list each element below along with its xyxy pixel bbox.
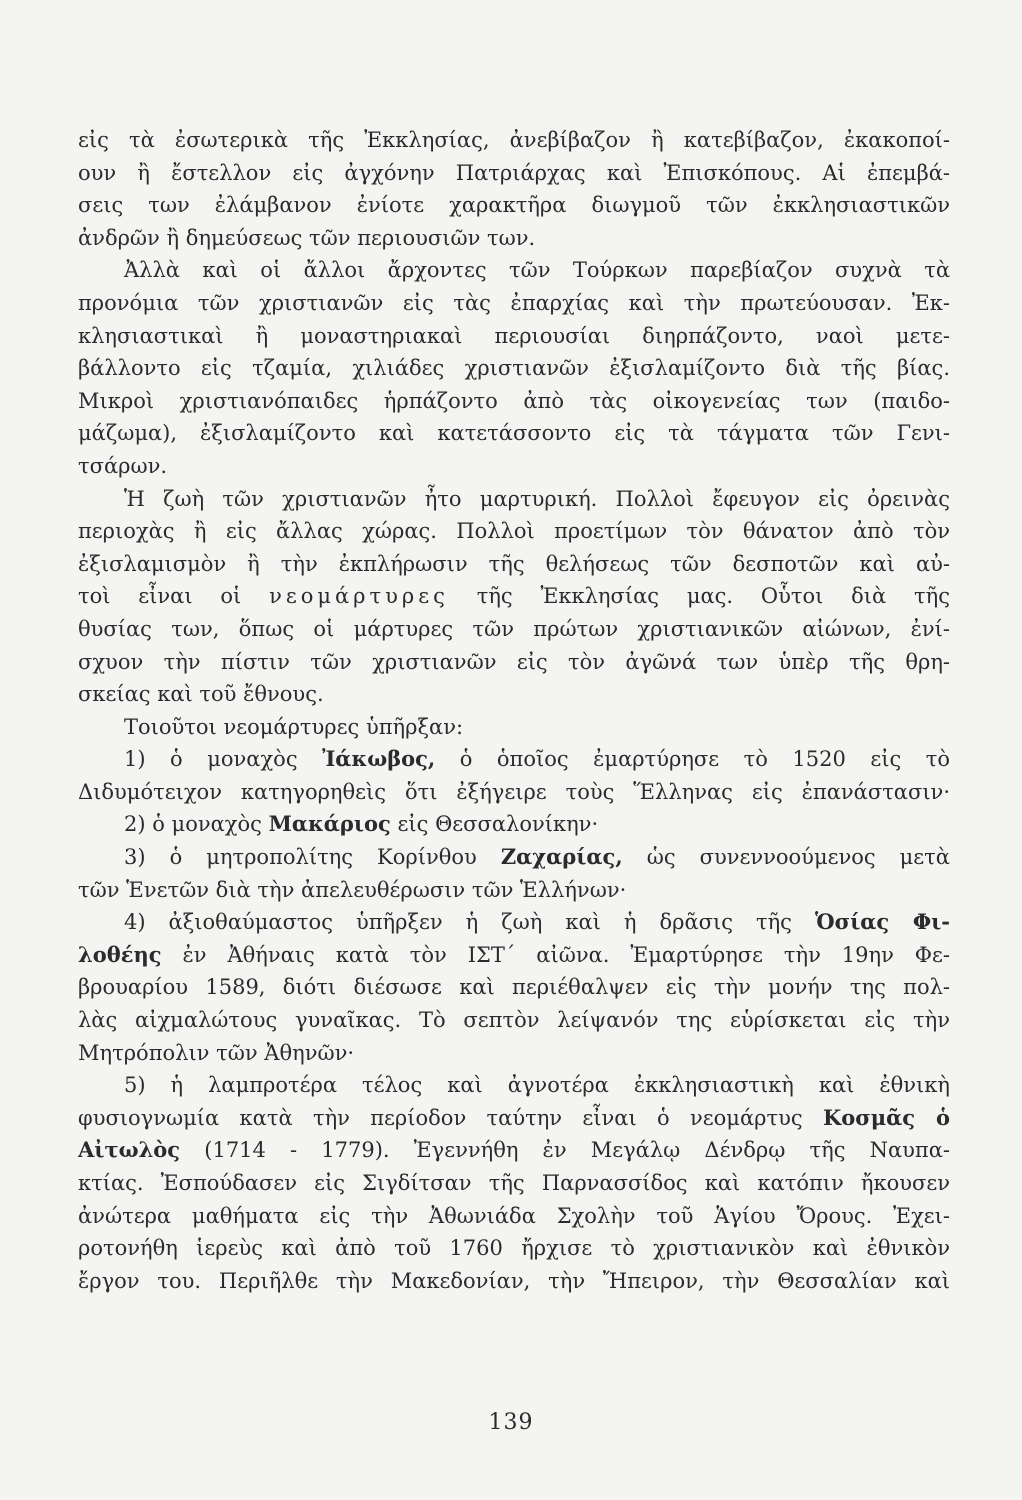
list-item-5-line-1: 5) ἡ λαμπροτέρα τέλος καὶ ἀγνοτέρα ἐκκλησιαστικὴ καὶ ἐθνικὴ: [124, 1073, 950, 1098]
line-23-end: ὡς συνεννοούμενος μετὰ: [646, 845, 950, 870]
list-item-5-line-3: [78, 1134, 950, 1167]
line-20-start: 1) ὁ μοναχὸς: [124, 747, 298, 772]
text-line-5: Ἀλλὰ καὶ οἱ ἄλλοι ἄρχοντες τῶν Τούρκων παρεβίαζον συχνὰ τὰ: [124, 258, 950, 283]
text-line-6: προνόμια τῶν χριστιανῶν εἰς τὰς ἐπαρχίας καὶ τὴν πρωτεύουσαν. Ἐκ-: [78, 290, 950, 315]
text-line-10: μάζωμα), ἐξισλαμίζοντο καὶ κατετάσσοντο εἰς τὰ τάγματα τῶν Γενι-: [78, 421, 950, 446]
list-item-4-line-3: βρουαρίου 1589, διότι διέσωσε καὶ περιέθαλψεν εἰς τὴν μονήν της πολ-: [78, 975, 950, 1000]
list-item-2: [78, 808, 950, 841]
text-line-3: σεις των ἐλάμβανον ἐνίοτε χαρακτῆρα διωγμοῦ τῶν ἐκκλησιαστικῶν: [78, 193, 950, 218]
text-line-8: βάλλοντο εἰς τζαμία, χιλιάδες χριστιανῶν ἐξισλαμίζοντο διὰ τῆς βίας.: [78, 356, 950, 381]
name-osia-filothei-part2: λοθέης: [78, 941, 162, 967]
list-item-3-line-2: τῶν Ἑνετῶν διὰ τὴν ἀπελευθέρωσιν τῶν Ἑλλήνων·: [78, 877, 627, 902]
name-makarios: Μακάριος: [268, 811, 391, 837]
text-line-1: εἰς τὰ ἐσωτερικὰ τῆς Ἐκκλησίας, ἀνεβίβαζον ἢ κατεβίβαζον, ἐκακοποί-: [78, 128, 950, 152]
text-line-4: ἀνδρῶν ἢ δημεύσεως τῶν περιουσιῶν των.: [78, 225, 536, 250]
line-32-end: (1714 - 1779). Ἐγεννήθη ἐν Μεγάλῳ Δένδρῳ τῆς Ναυπα-: [204, 1138, 950, 1163]
list-item-4-line-2: [78, 939, 950, 972]
list-item-1-line-2: Διδυμότειχον κατηγορηθεὶς ὅτι ἐξήγειρε τοὺς Ἕλληνας εἰς ἐπανάστασιν·: [78, 779, 950, 804]
text-line-9: Μικροὶ χριστιανόπαιδες ἡρπάζοντο ἀπὸ τὰς οἰκογενείας των (παιδο-: [78, 388, 950, 413]
text-line-11: τσάρων.: [78, 453, 168, 478]
line-20-end: ὁ ὁποῖος ἐμαρτύρησε τὸ 1520 εἰς τὸ: [459, 747, 950, 772]
line-22-end: εἰς Θεσσαλονίκην·: [397, 812, 599, 837]
list-item-1-line-1: [78, 743, 950, 776]
text-line-14: ἐξισλαμισμὸν ἢ τὴν ἐκπλήρωσιν τῆς θελήσεως τῶν δεσποτῶν καὶ αὐ-: [78, 551, 950, 576]
line-15-end: τῆς Ἐκκλησίας μας. Οὗτοι διὰ τῆς: [476, 584, 950, 609]
text-line-17: σχυον τὴν πίστιν τῶν χριστιανῶν εἰς τὸν ἀγῶνά των ὑπὲρ τῆς θρη-: [78, 649, 950, 674]
line-23-start: 3) ὁ μητροπολίτης Κορίνθου: [124, 845, 477, 870]
text-line-13: περιοχὰς ἢ εἰς ἄλλας χώρας. Πολλοὶ προετίμων τὸν θάνατον ἀπὸ τὸν: [78, 519, 950, 544]
list-item-5-line-5: ἀνώτερα μαθήματα εἰς τὴν Ἀθωνιάδα Σχολὴν τοῦ Ἁγίου Ὄρους. Ἐχει-: [78, 1203, 950, 1228]
page-number: 139: [488, 1410, 534, 1435]
line-26-end: ἐν Ἀθήναις κατὰ τὸν ΙΣΤ´ αἰῶνα. Ἐμαρτύρησε τὴν 19ην Φε-: [182, 942, 950, 967]
text-line-19: Τοιοῦτοι νεομάρτυρες ὑπῆρξαν:: [124, 714, 464, 739]
spaced-term-neomartyres: νεομάρτυρες: [269, 584, 449, 609]
text-line-16: θυσίας των, ὅπως οἱ μάρτυρες τῶν πρώτων χριστιανικῶν αἰώνων, ἐνί-: [78, 616, 950, 641]
line-31-start: φυσιογνωμία κατὰ τὴν περίοδον ταύτην εἶναι ὁ νεομάρτυς: [78, 1105, 803, 1130]
line-15-start: τοὶ εἶναι οἱ: [78, 584, 242, 609]
text-line-15: [78, 580, 950, 613]
name-kosmas-part2: Αἰτωλὸς: [78, 1137, 181, 1163]
line-25-start: 4) ἀξιοθαύμαστος ὑπῆρξεν ἡ ζωὴ καὶ ἡ δρᾶσις τῆς: [124, 910, 792, 935]
name-osia-filothei-part1: Ὁσίας Φι-: [814, 909, 950, 935]
list-item-5-line-2: [78, 1102, 950, 1135]
body-text: [78, 124, 950, 1297]
list-item-3-line-1: [78, 841, 950, 874]
name-zacharias: Ζαχαρίας,: [500, 844, 623, 870]
text-line-12: Ἡ ζωὴ τῶν χριστιανῶν ἦτο μαρτυρική. Πολλοὶ ἔφευγον εἰς ὀρεινὰς: [124, 486, 950, 511]
text-line-7: κλησιαστικαὶ ἢ μοναστηριακαὶ περιουσίαι διηρπάζοντο, ναοὶ μετε-: [78, 323, 950, 348]
name-kosmas-part1: Κοσμᾶς ὁ: [822, 1104, 950, 1130]
name-iakovos: Ἰάκωβος,: [322, 746, 436, 772]
text-line-18: σκείας καὶ τοῦ ἔθνους.: [78, 682, 324, 707]
list-item-4-line-5: Μητρόπολιν τῶν Ἀθηνῶν·: [78, 1040, 355, 1065]
list-item-5-line-6: ροτονήθη ἱερεὺς καὶ ἀπὸ τοῦ 1760 ἤρχισε τὸ χριστιανικὸν καὶ ἐθνικὸν: [78, 1236, 950, 1261]
line-22-start: 2) ὁ μοναχὸς: [124, 812, 262, 837]
list-item-5-line-4: κτίας. Ἐσπούδασεν εἰς Σιγδίτσαν τῆς Παρνασσίδος καὶ κατόπιν ἤκουσεν: [78, 1171, 950, 1195]
text-line-2: ουν ἢ ἔστελλον εἰς ἀγχόνην Πατριάρχας καὶ Ἐπισκόπους. Αἱ ἐπεμβά-: [78, 160, 950, 185]
list-item-5-line-7: ἔργον του. Περιῆλθε τὴν Μακεδονίαν, τὴν Ἤπειρον, τὴν Θεσσαλίαν καὶ: [78, 1268, 950, 1293]
list-item-4-line-1: [78, 906, 950, 939]
list-item-4-line-4: λὰς αἰχμαλώτους γυναῖκας. Τὸ σεπτὸν λείψανόν της εὑρίσκεται εἰς τὴν: [78, 1008, 950, 1033]
